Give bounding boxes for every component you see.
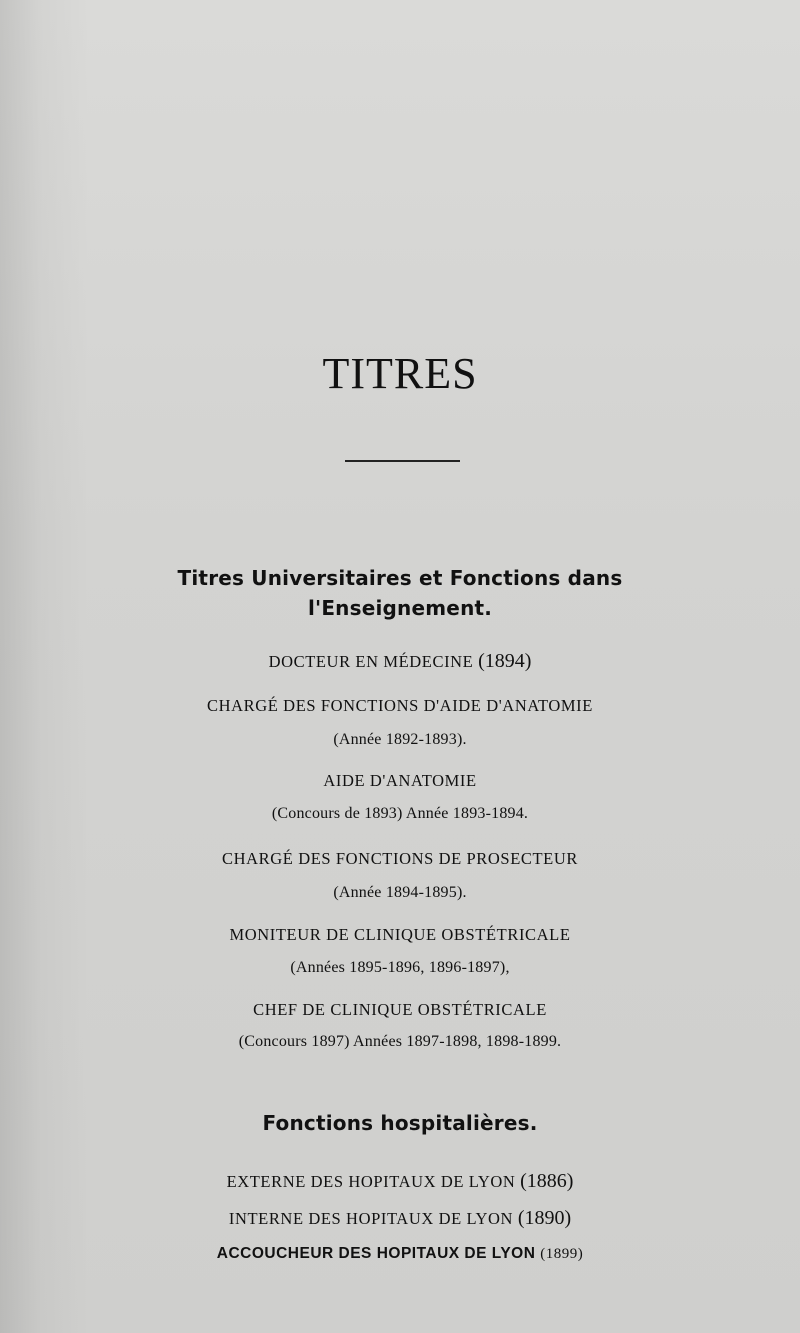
page-title: TITRES — [322, 349, 478, 398]
entry-aide-anatomie-charge: CHARGÉ DES FONCTIONS D'AIDE D'ANATOMIE — [207, 696, 593, 715]
entry-aide-anatomie-charge-sub: (Année 1892-1893). — [333, 731, 467, 748]
entry-main: INTERNE DES HOPITAUX DE LYON — [228, 1209, 514, 1228]
entry-aide-anatomie-sub: (Concours de 1893) Année 1893-1894. — [271, 805, 529, 822]
section-heading-hospitalieres: Fonctions hospitalières. — [262, 1111, 538, 1135]
entry-chef-clinique: CHEF DE CLINIQUE OBSTÉTRICALE — [253, 1000, 547, 1019]
entry-moniteur-sub: (Années 1895-1896, 1896-1897), — [290, 959, 510, 976]
entry-year: (1890) — [517, 1207, 572, 1229]
entry-main: ACCOUCHEUR DES HOPITAUX DE LYON — [216, 1245, 536, 1262]
entry-interne — [0, 1207, 800, 1230]
entry-aide-anatomie: AIDE D'ANATOMIE — [323, 771, 477, 790]
section-heading-universitaires-line2: l'Enseignement. — [307, 596, 493, 620]
entry-main: EXTERNE DES HOPITAUX DE LYON — [226, 1172, 516, 1191]
entry-accoucheur — [0, 1245, 800, 1263]
entry-chef-clinique-sub: (Concours 1897) Années 1897-1898, 1898-1899. — [238, 1033, 562, 1050]
entry-year: (1886) — [520, 1170, 574, 1192]
entry-prosecteur: CHARGÉ DES FONCTIONS DE PROSECTEUR — [222, 849, 578, 868]
entry-prosecteur-sub: (Année 1894-1895). — [333, 884, 467, 901]
entry-main: DOCTEUR EN MÉDECINE — [268, 652, 474, 671]
entry-year: (1894) — [478, 650, 532, 672]
entry-moniteur: MONITEUR DE CLINIQUE OBSTÉTRICALE — [229, 925, 571, 944]
title-divider — [345, 460, 460, 462]
entry-docteur — [0, 650, 800, 673]
section-heading-universitaires-line1: Titres Universitaires et Fonctions dans — [177, 566, 623, 590]
entry-year: (1899) — [540, 1246, 584, 1262]
entry-externe — [0, 1170, 800, 1193]
